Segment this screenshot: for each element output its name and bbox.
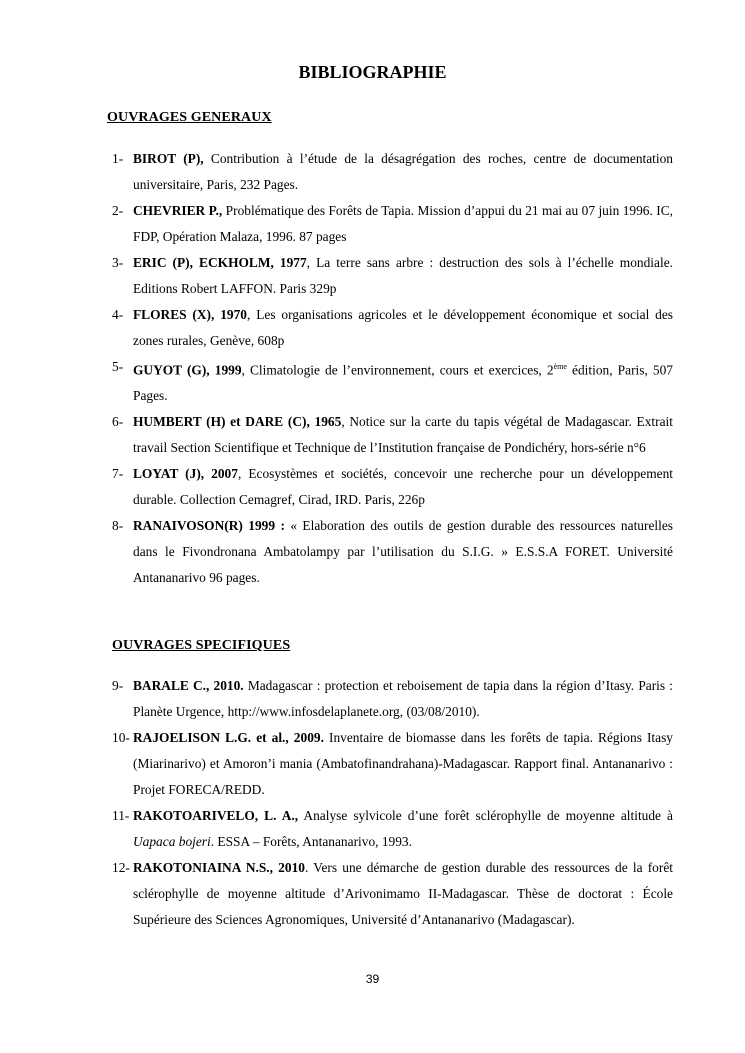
reference-text: Contribution à l’étude de la désagrégation des roches, centre de documentation universitaire, Paris, 232 Pages.	[133, 151, 674, 192]
reference-text: Inventaire de biomasse dans les forêts de tapia. Régions Itasy (Miarinarivo) et Amoron’i mania (Ambatofinandrahana)-Madagascar. Rapport final. Antananarivo : Projet FORECA/REDD.	[133, 730, 673, 797]
reference-item	[112, 302, 673, 354]
reference-item	[112, 354, 673, 409]
reference-item	[112, 513, 673, 591]
reference-author: BIROT (P),	[133, 151, 204, 166]
reference-text: , La terre sans arbre : destruction des sols à l’échelle mondiale. Editions Robert LAFFON. Paris 329p	[133, 255, 673, 296]
reference-text-after: . ESSA – Forêts, Antananarivo, 1993.	[210, 834, 412, 849]
reference-text: , Climatologie de l’environnement, cours et exercices, 2	[241, 362, 554, 378]
reference-author: RAKOTONIAINA N.S., 2010	[133, 860, 305, 875]
reference-number: 5-	[112, 359, 124, 374]
reference-text: Problématique des Forêts de Tapia. Mission d’appui du 21 mai au 07 juin 1996. IC, FDP, Opération Malaza, 1996. 87 pages	[133, 203, 673, 244]
reference-item	[112, 725, 673, 803]
reference-item	[112, 803, 673, 855]
reference-author: ERIC (P), ECKHOLM, 1977	[133, 255, 307, 270]
reference-item	[112, 198, 673, 250]
page-number: 39	[365, 972, 380, 986]
section-heading-specific: OUVRAGES SPECIFIQUES	[112, 638, 291, 653]
reference-number: 8-	[112, 518, 124, 534]
reference-item	[112, 250, 673, 302]
reference-item	[112, 146, 673, 198]
reference-author: GUYOT (G), 1999	[133, 362, 242, 378]
section-heading-general: OUVRAGES GENERAUX	[107, 110, 272, 125]
page-title: BIBLIOGRAPHIE	[298, 62, 447, 82]
reference-number: 11-	[112, 808, 130, 823]
reference-list-specific	[112, 673, 673, 933]
reference-number: 12-	[112, 860, 130, 875]
reference-text: . Vers une démarche de gestion durable des ressources de la forêt sclérophylle de moyenne altitude d’Arivonimamo II-Madagascar. Thèse de doctorat : École Supérieure des Sciences Agronomiques, Université d’Antananarivo (Madagascar).	[133, 860, 673, 927]
reference-italic-species: Uapaca bojeri	[133, 834, 211, 849]
reference-author: CHEVRIER P.,	[133, 203, 223, 218]
reference-item	[112, 409, 673, 461]
reference-text: Madagascar : protection et reboisement de tapia dans la région d’Itasy. Paris : Planète Urgence, http://www.infosdelaplanete.org, (03/08/2010).	[133, 678, 673, 719]
reference-number: 3-	[112, 255, 124, 270]
reference-number: 4-	[112, 307, 124, 322]
reference-text: , Notice sur la carte du tapis végétal de Madagascar. Extrait travail Section Scientifique et Technique de l’Institution française de Pondichéry, hors-série n°6	[133, 414, 673, 456]
reference-text-after: édition, Paris, 507 Pages.	[133, 362, 674, 404]
reference-text: « Elaboration des outils de gestion durable des ressources naturelles dans le Fivondronana Ambatolampy par l’utilisation du S.I.G. » E.S.S.A FORET. Université Antananarivo 96 pages.	[133, 518, 673, 586]
reference-author: HUMBERT (H) et DARE (C), 1965	[133, 414, 342, 430]
reference-text: , Les organisations agricoles et le développement économique et social des zones rurales, Genève, 608p	[133, 307, 673, 348]
reference-number: 1-	[112, 151, 124, 166]
reference-author: RAKOTOARIVELO, L. A.,	[133, 808, 299, 823]
reference-superscript: ème	[553, 362, 567, 371]
reference-number: 10-	[112, 730, 130, 745]
reference-number: 7-	[112, 466, 124, 482]
reference-author: RANAIVOSON(R) 1999 :	[133, 518, 285, 534]
reference-author: RAJOELISON L.G. et al., 2009.	[133, 730, 324, 745]
reference-author: LOYAT (J), 2007	[133, 466, 238, 482]
reference-text: Analyse sylvicole d’une forêt sclérophylle de moyenne altitude à	[298, 808, 673, 823]
reference-item	[112, 855, 673, 933]
reference-number: 9-	[112, 678, 124, 693]
reference-number: 6-	[112, 414, 124, 430]
reference-text: , Ecosystèmes et sociétés, concevoir une recherche pour un développement durable. Collection Cemagref, Cirad, IRD. Paris, 226p	[133, 466, 673, 508]
reference-item	[112, 461, 673, 513]
reference-list-general	[112, 146, 673, 591]
reference-item	[112, 673, 673, 725]
reference-author: FLORES (X), 1970	[133, 307, 247, 322]
reference-number: 2-	[112, 203, 124, 218]
reference-author: BARALE C., 2010.	[133, 678, 244, 693]
